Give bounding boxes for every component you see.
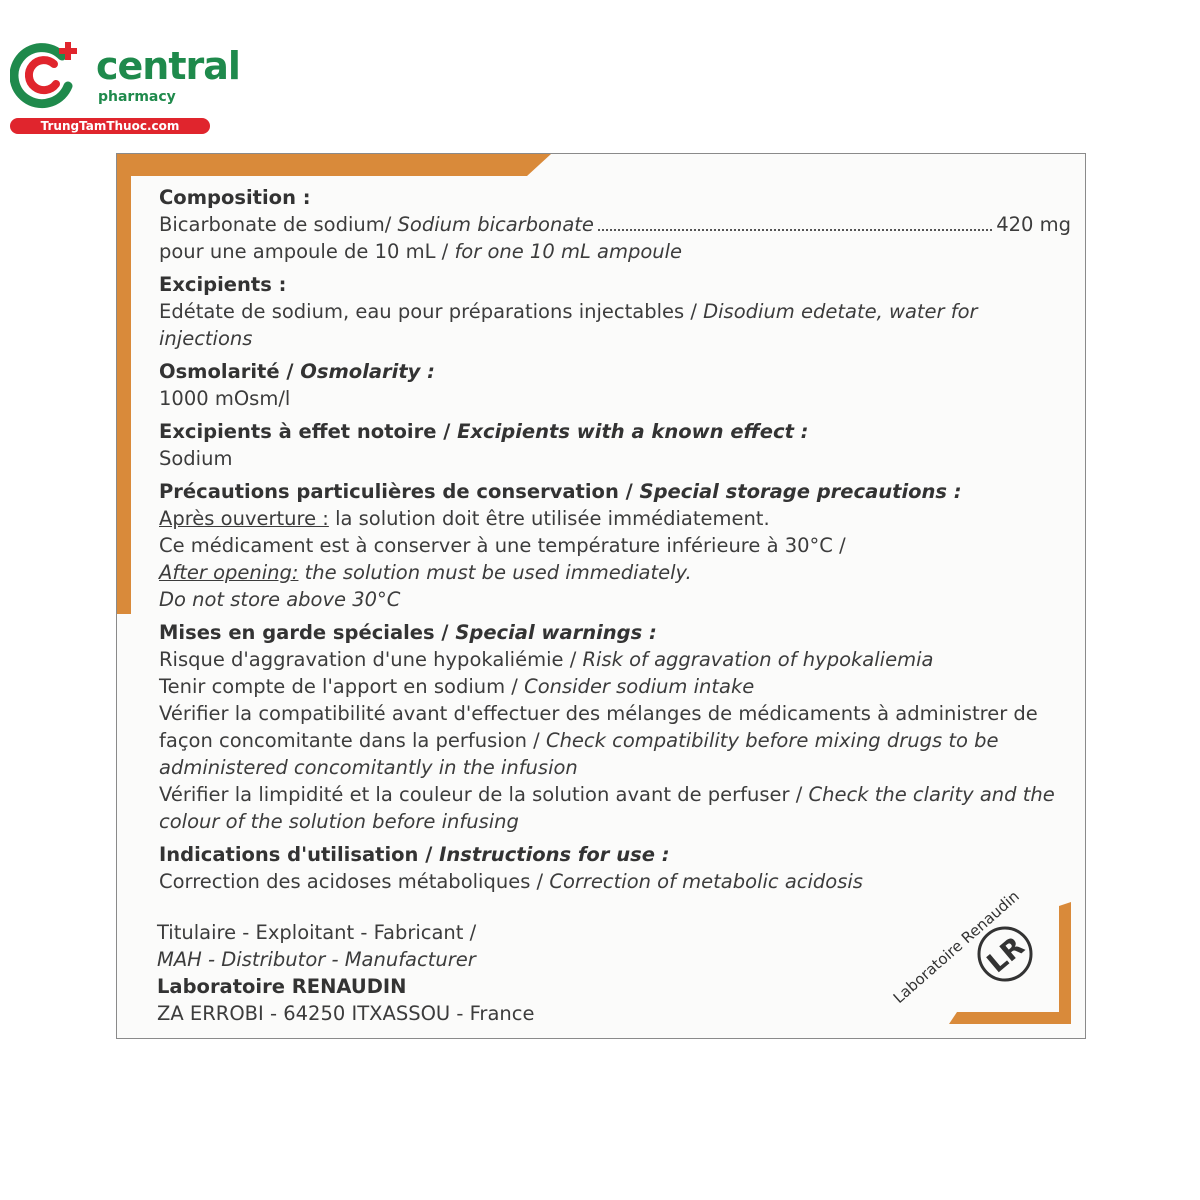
manufacturer-block (157, 919, 534, 1027)
indications-heading-fr: Indications d'utilisation / (159, 843, 440, 866)
warning-3-fr: Vérifier la compatibilité avant d'effectuer des mélanges de médicaments à administrer de façon concomitante dans la perfusion / (159, 702, 1038, 752)
logo-subtitle: pharmacy (98, 89, 176, 105)
label-content (159, 184, 1071, 895)
footer-roles-fr: Titulaire - Exploitant - Fabricant / (157, 921, 477, 944)
indications-heading-en: Instructions for use : (439, 843, 670, 866)
logo-url-badge: TrungTamThuoc.com (10, 118, 210, 134)
stamp-arc-text: Laboratoire Renaudin (889, 887, 1023, 1008)
composition-quantity: 420 mg (996, 213, 1071, 236)
after-opening-en-text: the solution must be used immediately. (298, 561, 692, 584)
product-label (116, 153, 1086, 1039)
warnings-heading-fr: Mises en garde spéciales / (159, 621, 456, 644)
osmolarity-value: 1000 mOsm/l (159, 387, 291, 410)
known-effect-heading-fr: Excipients à effet notoire / (159, 420, 458, 443)
warning-1-fr: Risque d'aggravation d'une hypokaliémie / (159, 648, 583, 671)
warning-4-en: Check the clarity and the colour of the solution before infusing (159, 783, 1055, 833)
osmolarity-heading-fr: Osmolarité / (159, 360, 301, 383)
after-opening-en-label: After opening: (159, 561, 299, 584)
ampoule-fr: pour une ampoule de 10 mL / (159, 240, 455, 263)
pharmacy-logo-icon (10, 40, 80, 110)
excipients-en: Disodium edetate, water for injections (159, 300, 978, 350)
warnings-heading-en: Special warnings : (455, 621, 657, 644)
warning-2-fr: Tenir compte de l'apport en sodium / (159, 675, 525, 698)
after-opening-fr-text: la solution doit être utilisée immédiatement. (328, 507, 770, 530)
storage-temp-fr: Ce médicament est à conserver à une température inférieure à 30°C / (159, 534, 846, 557)
footer-company: Laboratoire RENAUDIN (157, 975, 407, 998)
logo-wordmark: central (96, 44, 240, 88)
indication-fr: Correction des acidoses métaboliques / (159, 870, 550, 893)
laboratoire-renaudin-stamp (887, 854, 1067, 1014)
warning-1-en: Risk of aggravation of hypokaliemia (582, 648, 934, 671)
storage-temp-en: Do not store above 30°C (159, 588, 401, 611)
osmolarity-heading-en: Osmolarity : (300, 360, 435, 383)
composition-heading: Composition : (159, 186, 311, 209)
storage-heading-en: Special storage precautions : (639, 480, 962, 503)
warning-2-en: Consider sodium intake (524, 675, 755, 698)
excipients-fr: Edétate de sodium, eau pour préparations injectables / (159, 300, 704, 323)
after-opening-fr-label: Après ouverture : (159, 507, 329, 530)
known-effect-heading-en: Excipients with a known effect : (457, 420, 809, 443)
footer-address: ZA ERROBI - 64250 ITXASSOU - France (157, 1002, 535, 1025)
stamp-initials: LR (981, 931, 1031, 980)
warning-3-en: Check compatibility before mixing drugs to be administered concomitantly in the infusion (159, 729, 999, 779)
leader-dots (598, 229, 992, 231)
composition-fr: Bicarbonate de sodium/ (159, 213, 398, 236)
warning-4-fr: Vérifier la limpidité et la couleur de la solution avant de perfuser / (159, 783, 809, 806)
ampoule-en: for one 10 mL ampoule (454, 240, 683, 263)
central-pharmacy-logo (10, 36, 240, 136)
composition-en: Sodium bicarbonate (397, 213, 594, 236)
composition-line (159, 211, 1071, 238)
excipients-heading: Excipients : (159, 273, 287, 296)
indication-en: Correction of metabolic acidosis (549, 870, 863, 893)
storage-heading-fr: Précautions particulières de conservation / (159, 480, 640, 503)
footer-roles-en: MAH - Distributor - Manufacturer (157, 948, 476, 971)
known-effect-value: Sodium (159, 447, 233, 470)
